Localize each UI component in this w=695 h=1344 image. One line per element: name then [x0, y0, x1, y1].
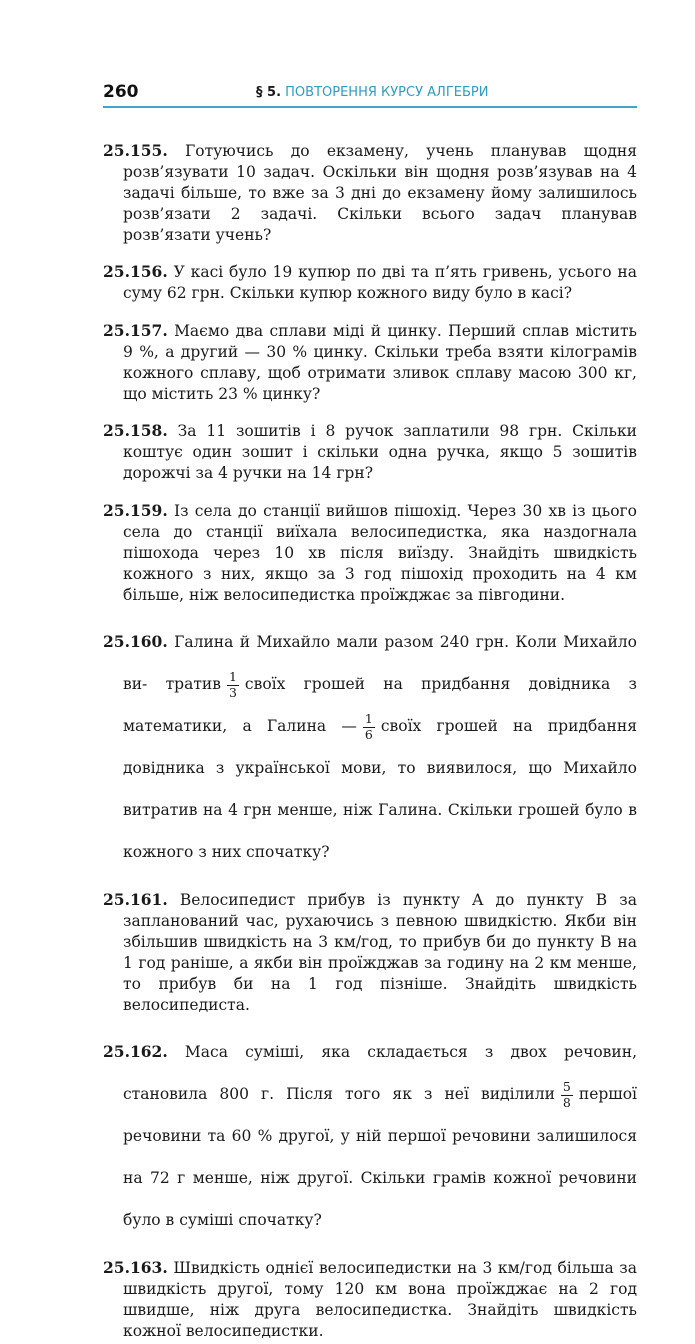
problem-number: 25.160.	[103, 632, 168, 651]
problem-25-160	[103, 621, 637, 873]
problem-text: тратив	[165, 675, 221, 693]
problem-text: першої речовини та 60 % другої, у ній першої речовини залишилося на 72 г менше, ніж другої. Скільки грамів кожної речовини було в суміші спочатку?	[123, 1085, 637, 1229]
problem-text: Із села до станції вийшов пішохід. Через 30 хв із цього села до станції виїхала велосипедистка, яка наздогнала пішохода через 10 хв після виїзду. Знайдіть швидкість кожного з них, якщо за 3 год пішохід проходить на 4 км більше, ніж велосипедистка проїжджає за півгодини.	[123, 501, 637, 604]
problem-25-161	[103, 889, 637, 1016]
problem-number: 25.163.	[103, 1257, 168, 1277]
problem-25-159	[103, 500, 637, 606]
problem-25-163	[103, 1257, 637, 1342]
problem-text: 800 г. Після того як з неї виділили	[219, 1085, 555, 1103]
problem-25-155	[103, 140, 637, 246]
problem-number: 25.158.	[103, 421, 168, 440]
problem-number: 25.159.	[103, 500, 168, 520]
problem-text: своїх грошей на придбання довідника з математики,	[123, 675, 637, 735]
fraction-numerator: 1	[364, 711, 373, 726]
problem-text: Велосипедист прибув із пункту A до пункту B за запланований час, рухаючись з певною швидкістю. Якби він збільшив швидкість на 3 км/год, то прибув би до пункту B на 1 год раніше, а якби він проїжджав за годину на 2 км менше, то прибув би на 1 год пізніше. Знайдіть швидкість велосипедиста.	[123, 890, 637, 1014]
problem-text: а Галина —	[242, 717, 357, 735]
problem-text: своїх грошей на придбання довідника з української мови, то виявилося, що Михайло витратив на 4 грн менше, ніж Галина. Скільки грошей було в кожного з них спочатку?	[123, 717, 637, 861]
running-head	[256, 85, 488, 101]
problem-list	[103, 124, 637, 1344]
problem-text: Маємо два сплави міді й цинку. Перший сплав містить 9 %, а другий — 30 % цинку. Скільки треба взяти кілограмів кожного сплаву, щоб отримати зливок сплаву масою 300 кг, що містить 23 % цинку?	[123, 321, 637, 403]
fraction-one-sixth	[363, 712, 375, 742]
problem-text: Готуючись до екзамену, учень планував щодня розв’язувати 10 задач. Оскільки він щодня розв’язував на 4 задачі більше, то вже за 3 дні до екзамену йому залишилось розв’язати 2 задачі. Скільки всього задач планував розв’язати учень?	[123, 141, 637, 244]
problem-25-156	[103, 261, 637, 304]
problem-25-157	[103, 320, 637, 405]
fraction-numerator: 5	[562, 1079, 571, 1094]
page-header	[103, 82, 637, 108]
section-title: ПОВТОРЕННЯ КУРСУ АЛГЕБРИ	[285, 85, 489, 100]
fraction-denominator: 8	[562, 1094, 571, 1110]
problem-text: За 11 зошитів і 8 ручок заплатили 98 грн. Скільки коштує один зошит і скільки одна ручка, якщо 5 зошитів дорожчі за 4 ручки на 14 грн?	[123, 422, 637, 482]
problem-25-158	[103, 420, 637, 484]
problem-text: У касі було 19 купюр по дві та п’ять гривень, усього на суму 62 грн. Скільки купюр кожного виду було в касі?	[123, 263, 637, 302]
section-label: § 5.	[256, 85, 282, 100]
problem-number: 25.157.	[103, 320, 168, 340]
problem-text: Маса суміші, яка складається з двох речовин, становила	[123, 1043, 637, 1103]
problem-text: Галина й Михайло мали разом 240 грн. Коли Михайло ви-	[123, 633, 637, 693]
fraction-one-third	[227, 670, 239, 700]
problem-text: Швидкість однієї велосипедистки на 3 км/год більша за швидкість другої, тому 120 км вона проїжджає на 2 год швидше, ніж друга велосипедистка. Знайдіть швидкість кожної велосипедистки.	[123, 1258, 637, 1340]
problem-25-162	[103, 1031, 637, 1241]
fraction-numerator: 1	[228, 669, 237, 684]
fraction-denominator: 3	[228, 684, 237, 700]
problem-number: 25.162.	[103, 1042, 168, 1061]
problem-number: 25.156.	[103, 262, 168, 281]
problem-number: 25.161.	[103, 889, 168, 909]
problem-number: 25.155.	[103, 140, 168, 160]
fraction-denominator: 6	[364, 726, 373, 742]
page-number: 260	[103, 82, 139, 102]
fraction-five-eighths	[561, 1080, 573, 1110]
